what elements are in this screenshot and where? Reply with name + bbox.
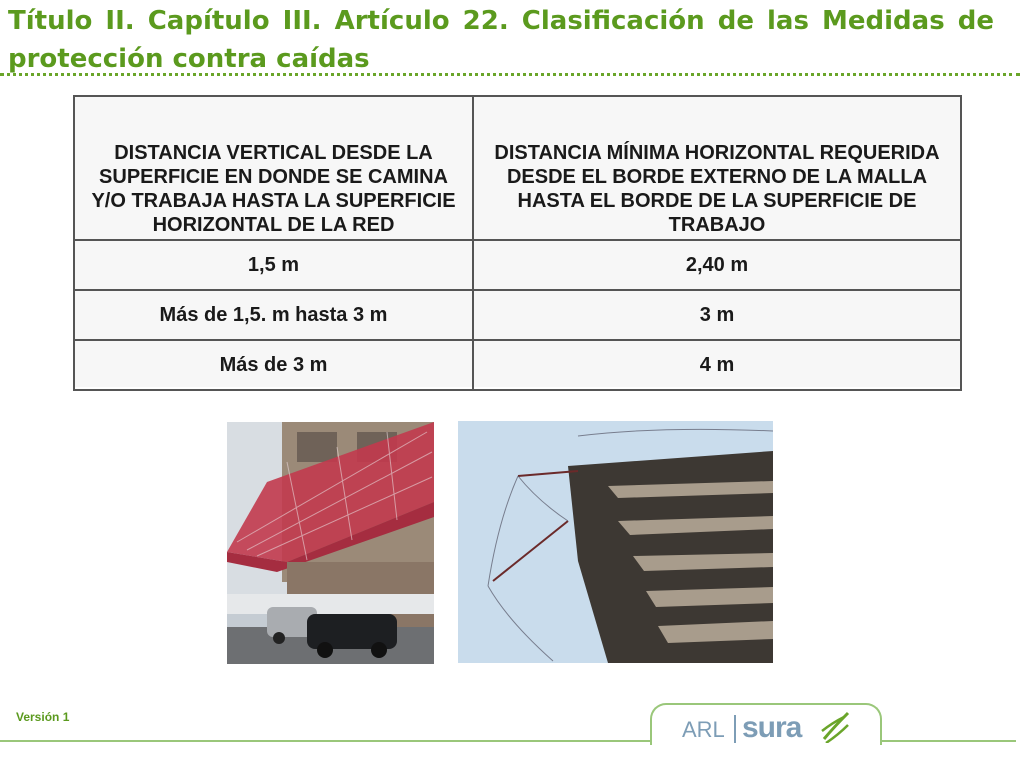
table-cell: Más de 3 m	[74, 340, 473, 390]
safety-net-photo	[227, 422, 434, 664]
title-divider	[0, 73, 1020, 76]
logo-arl-text: ARL	[682, 717, 725, 742]
table-cell: 4 m	[473, 340, 961, 390]
table-cell: 1,5 m	[74, 240, 473, 290]
table-row	[74, 340, 961, 390]
table-row	[74, 240, 961, 290]
protection-measures-table	[73, 95, 962, 391]
header-horizontal-distance: DISTANCIA MÍNIMA HORIZONTAL REQUERIDA DESDE EL BORDE EXTERNO DE LA MALLA HASTA EL BORDE DE LA SUPERFICIE DE TRABAJO	[473, 96, 961, 240]
version-label: Versión 1	[16, 710, 70, 724]
brand-logo	[650, 703, 882, 745]
table-cell: 3 m	[473, 290, 961, 340]
logo-sura-text: sura	[742, 711, 802, 744]
table-row	[74, 290, 961, 340]
building-net-photo	[458, 421, 773, 663]
table-cell: Más de 1,5. m hasta 3 m	[74, 290, 473, 340]
table-header-row	[74, 96, 961, 240]
sura-logo-icon	[820, 709, 850, 743]
logo-separator	[734, 715, 736, 743]
table-cell: 2,40 m	[473, 240, 961, 290]
header-vertical-distance: DISTANCIA VERTICAL DESDE LA SUPERFICIE EN DONDE SE CAMINA Y/O TRABAJA HASTA LA SUPERFICIE HORIZONTAL DE LA RED	[74, 96, 473, 240]
protection-measures-table-wrap	[73, 95, 962, 387]
page-title: Título II. Capítulo III. Artículo 22. Clasificación de las Medidas de protección contra caídas	[8, 6, 994, 74]
